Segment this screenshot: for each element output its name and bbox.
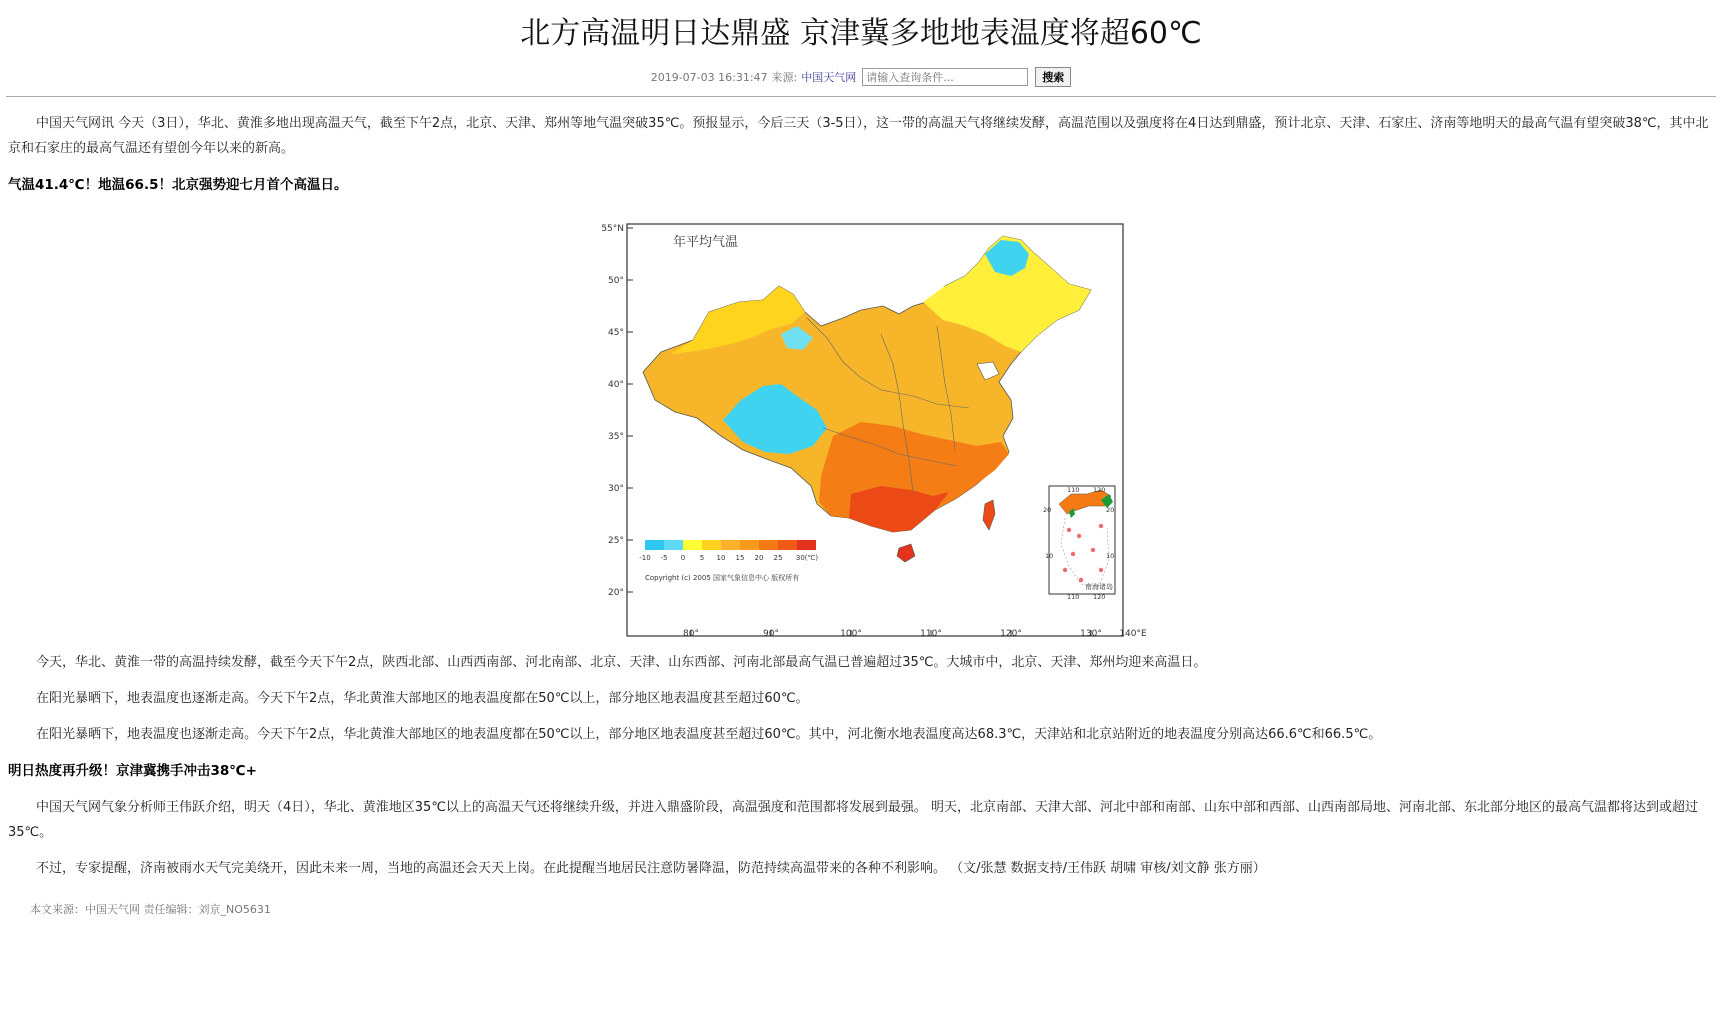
article-meta (0, 66, 1722, 88)
legend-swatch (759, 540, 778, 550)
map-copyright: Copyright (c) 2005 国家气象信息中心 版权所有 (645, 574, 800, 582)
lat-label: 45° (608, 328, 624, 338)
lat-label: 35° (608, 432, 624, 442)
legend-swatch (778, 540, 797, 550)
lon-label: 80° (683, 629, 699, 639)
lat-label: 40° (608, 380, 624, 390)
body-paragraph: 在阳光暴晒下，地表温度也逐渐走高。今天下午2点，华北黄淮大部地区的地表温度都在50℃以上，部分地区地表温度甚至超过60℃。 (36, 691, 809, 706)
article-body (0, 111, 1722, 922)
body-paragraph: 不过，专家提醒，济南被雨水天气完美绕开，因此未来一周，当地的高温还会天天上岗。在此提醒当地居民注意防暑降温，防范持续高温带来的各种不利影响。 （文/张慧 数据支持/王伟跃 胡啸 审核/刘文静 张方丽） (36, 861, 1266, 876)
inset-side-label: 10 (1045, 552, 1054, 560)
legend-swatch (645, 540, 664, 550)
legend-tick: 5 (699, 554, 705, 562)
body-paragraph: 在阳光暴晒下，地表温度也逐渐走高。今天下午2点，华北黄淮大部地区的地表温度都在50℃以上，部分地区地表温度甚至超过60℃。其中，河北衡水地表温度高达68.3℃，天津站和北京站附近的地表温度分别高达66.6℃和66.5℃。 (36, 727, 1382, 742)
inset-bottom-label: 110 (1067, 593, 1080, 601)
lat-label: 50° (608, 276, 624, 286)
temperature-map-figure (8, 214, 1714, 640)
search-button[interactable]: 搜索 (1035, 67, 1071, 87)
legend-tick: 10 (716, 554, 726, 562)
lat-labels (601, 224, 624, 598)
temperature-legend (645, 540, 816, 550)
legend-tick: 0 (680, 554, 686, 562)
legend-swatch (683, 540, 702, 550)
search-input[interactable] (862, 68, 1028, 86)
legend-swatch (721, 540, 740, 550)
legend-tick: 30(℃) (795, 554, 819, 562)
subhead-2: 明日热度再升级！京津冀携手冲击38℃+ (8, 763, 257, 779)
inset-side-label: 10 (1106, 552, 1115, 560)
lon-label: 140°E (1119, 629, 1147, 639)
legend-tick: -10 (639, 554, 651, 562)
lon-label: 130° (1080, 629, 1102, 639)
lon-label: 100° (840, 629, 862, 639)
south-china-sea-inset (1043, 486, 1115, 601)
map-title: 年平均气温 (673, 235, 739, 250)
inset-bottom-label: 120 (1093, 593, 1106, 601)
publish-datetime: 2019-07-03 16:31:47 (650, 70, 768, 84)
legend-swatch (664, 540, 683, 550)
legend-swatch (702, 540, 721, 550)
legend-swatch (797, 540, 816, 550)
body-paragraph: 中国天气网气象分析师王伟跃介绍，明天（4日），华北、黄淮地区35℃以上的高温天气还将继续升级，并进入鼎盛阶段，高温强度和范围都将发展到最强。 明天，北京南部、天津大部、河北中部和南部、山东中部和西部、山西南部局地、河南北部、东北部分地区的最高气温都将达到或超过35℃。 (8, 800, 1699, 840)
legend-tick: -5 (660, 554, 668, 562)
inset-side-label: 20 (1043, 506, 1052, 514)
source-link[interactable]: 中国天气网 (801, 71, 857, 84)
lon-label: 120° (1000, 629, 1022, 639)
title-divider (6, 96, 1716, 97)
intro-paragraph: 中国天气网讯 今天（3日），华北、黄淮多地出现高温天气，截至下午2点，北京、天津、郑州等地气温突破35℃。预报显示，今后三天（3-5日），这一带的高温天气将继续发酵，高温范围以及强度将在4日达到鼎盛，预计北京、天津、石家庄、济南等地明天的最高气温有望突破38℃，其中北京和石家庄的最高气温还有望创今年以来的新高。 (8, 116, 1709, 156)
lat-label: 30° (608, 484, 624, 494)
inset-side-label: 20 (1106, 506, 1115, 514)
lat-label: 20° (608, 588, 624, 598)
legend-tick: 15 (735, 554, 745, 562)
legend-tick: 20 (754, 554, 764, 562)
lon-label: 90° (763, 629, 779, 639)
inset-top-label: 120 (1093, 486, 1106, 494)
legend-tick: 25 (773, 554, 783, 562)
article-title: 北方高温明日达鼎盛 京津冀多地地表温度将超60℃ (520, 16, 1202, 51)
body-paragraph: 今天，华北、黄淮一带的高温持续发酵，截至今天下午2点，陕西北部、山西西南部、河北南部、北京、天津、山东西部、河南北部最高气温已普遍超过35℃。大城市中，北京、天津、郑州均迎来高温日。 (36, 655, 1207, 670)
inset-title: 南海诸岛 (1085, 583, 1113, 591)
lat-label: 55°N (601, 224, 624, 234)
legend-swatch (740, 540, 759, 550)
subhead-1: 气温41.4℃！地温66.5！北京强势迎七月首个高温日。 (8, 177, 348, 193)
source-label: 来源: (771, 71, 798, 84)
temperature-map (581, 214, 1147, 640)
inset-top-label: 110 (1067, 486, 1080, 494)
article-footer: 本文来源：中国天气网 责任编辑：刘京_NO5631 (30, 903, 271, 916)
lon-label: 110° (920, 629, 942, 639)
lat-label: 25° (608, 536, 624, 546)
